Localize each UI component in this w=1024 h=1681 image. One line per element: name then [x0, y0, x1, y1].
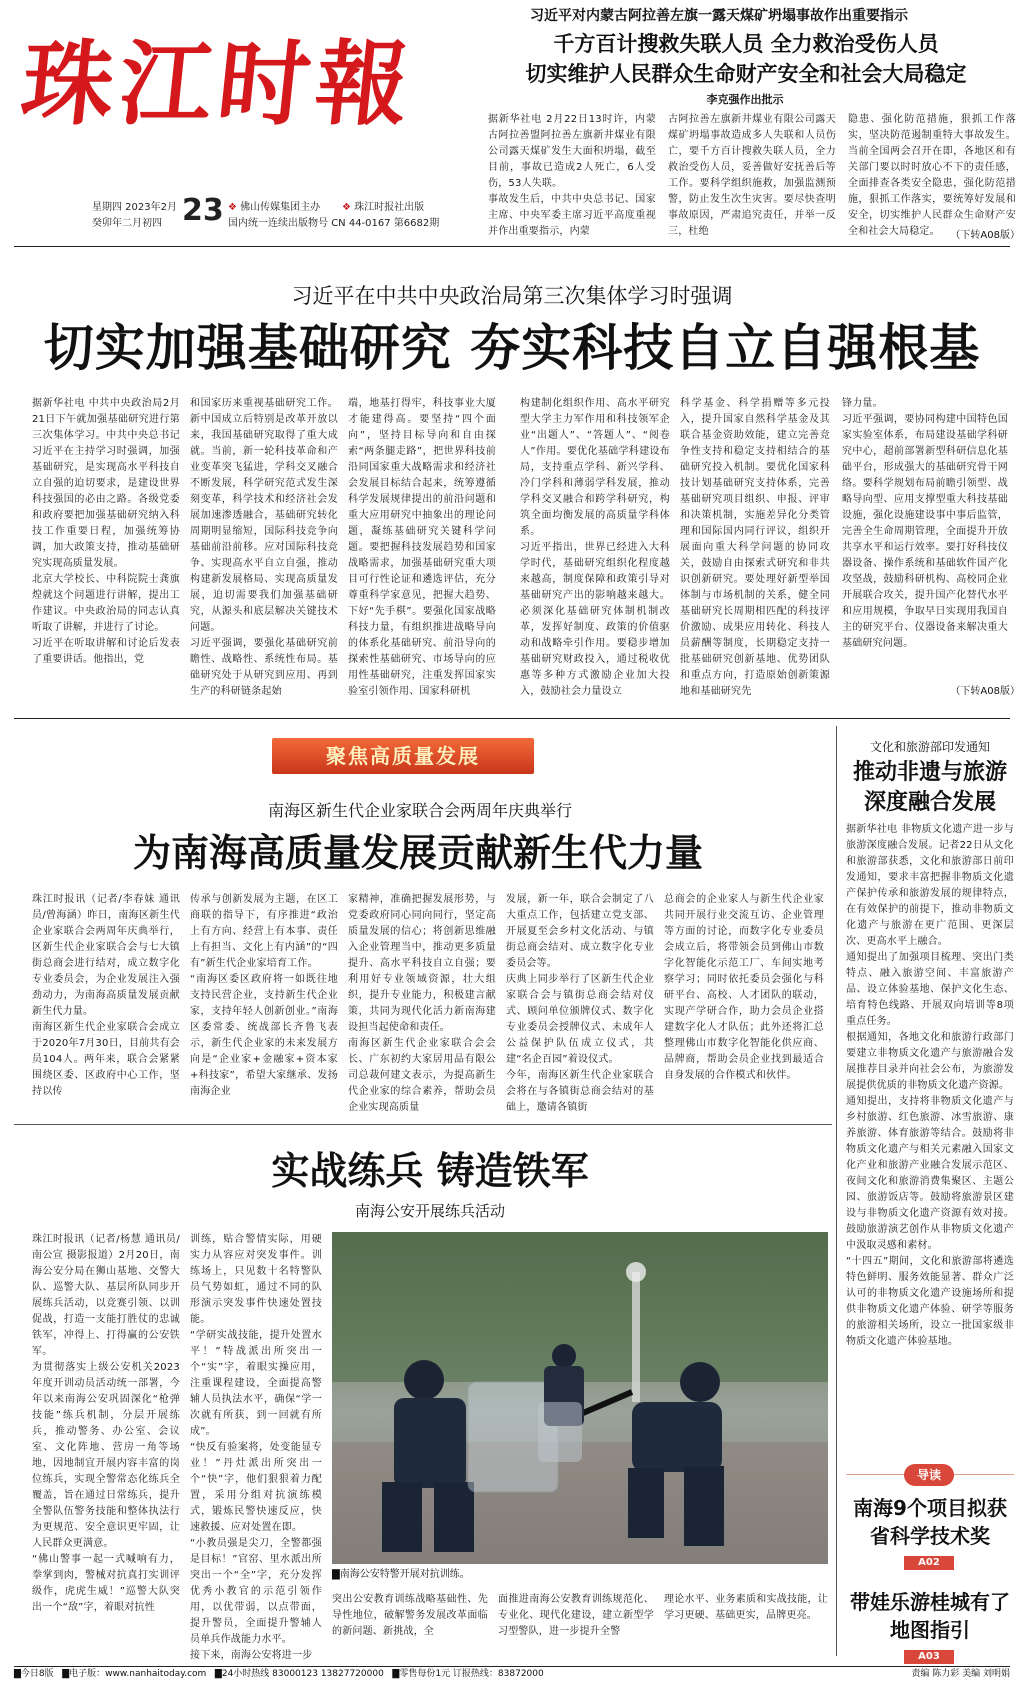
- lead-col-4: 构建制化组织作用、高水平研究型大学主力军作用和科技领军企业“出题人”、“答题人”、“阅卷人”作用。要优化基础学科建设布局，支持重点学科、新兴学科、冷门学科和薄弱学科发展，推动学科交叉融合和跨学科研究，构筑全面均衡发展的高质量学科体系。 习近平指出，世界已经进入大科学时代，基础研究组织化程度越来越高，制度保障和政策引导对基础研究产出的影响越来越大。必须深化基础研究体制机制改革，发挥好制度、政策的价值驱动和战略牵引作用。要稳步增加基础研究财政投入，通过税收优惠等多种方式激励企业加大投入，鼓励社会力量设立: [520, 398, 670, 697]
- sponsor-2-icon: ❖: [342, 202, 351, 213]
- sidebar-text: 据新华社电 非物质文化遗产进一步与旅游深度融合发展。记者22日从文化和旅游部获悉，文化和旅游部日前印发通知，要求丰富把握非物质文化遗产保护传承和旅游发展的规律特点，在有效保护的前提下，推动非物质文化遗产与旅游在更广范围、更深层次、更高水平上融合。 通知提出了加强项目梳理、突出门类特点、融入旅游空间、丰富旅游产品、设立体验基地、保护文化生态、培育特色线路、开展双向培训等8项重点任务。 根据通知，各地文化和旅游行政部门要建立非物质文化遗产与旅游融合发展推荐目录并向社会公布，为旅游发展提供优质的非物质文化遗产资源。 通知提出，支持将非物质文化遗产与乡村旅游、红色旅游、冰雪旅游、康养旅游、体育旅游等结合。鼓励将非物质文化遗产与相关元素融入国家文化产业和旅游产业融合发展示范区、夜间文化和旅游消费集聚区、主题公园、旅游饭店等。鼓励将旅游景区建设与非物质文化遗产资源有效对接。鼓励旅游演艺创作从非物质文化遗产中汲取灵感和素材。 “十四五”期间，文化和旅游部将遴选特色鲜明、服务效能显著、群众广泛认可的非物质文化遗产设施场所和提供非物质文化遗产体验、研学等服务的旅游相关场所，设立一批国家级非物质文化遗产体验基地。: [846, 824, 1014, 1347]
- police-bottom-col-1: 突出公安教育训练战略基础性、先导性地位，破解警务发展改革面临的新问题、新挑战，全: [332, 1594, 488, 1637]
- sidebar-kicker: 文化和旅游部印发通知: [869, 740, 990, 754]
- feature-col-4: 发展，新一年，联合会制定了八大重点工作，包括建立党支部、开展夏至会乡村文化活动、与镇街总商会结对、成立数字化专业委员会等。 庆典上同步举行了区新生代企业家联合会与镇街总商会结对仪式、顾问单位颁牌仪式、数字化专业委员会授牌仪式、未成年人公益保护队伍成立仪式，共建“名企百园”着设仪式。 今年，南海区新生代企业家联合会将在与各镇街总商会结对的基础上，邀请各镇街: [506, 894, 654, 1113]
- guide-item-2-page[interactable]: A03: [904, 1650, 954, 1664]
- top-subline: 李克强作出批示: [706, 93, 784, 106]
- feature-banner: 聚焦高质量发展: [272, 738, 534, 774]
- feature-col-1: 珠江时报讯（记者/李春妹 通讯员/曾海涵）昨日，南海区新生代企业家联合会两周年庆典举行，区新生代企业家联合会与七大镇街总商会进行结对，成立数字化专业委员会，为企业发展注入强劲动力，为南海高质量发展贡献新生代力量。 南海区新生代企业家联合会成立于2020年7月30日，目前共有会员104人。两年来，联合会紧紧围绕区委、区政府中心工作，坚持以传: [32, 894, 180, 1097]
- footer-website[interactable]: ▇电子版：www.nanhaitoday.com: [62, 1669, 207, 1679]
- top-headline-2: 切实维护人民群众生命财产安全和社会大局稳定: [525, 61, 967, 86]
- masthead-divider: [14, 246, 1010, 247]
- lead-col-1: 据新华社电 中共中央政治局2月21日下午就加强基础研究进行第三次集体学习。中共中央总书记习近平在主持学习时强调，加强基础研究，是实现高水平科技自立自强的迫切要求，是建设世界科技强国的必由之路。各级党委和政府要把加强基础研究纳入科技工作重要日程，加强统筹协调，加大政策支持，推动基础研究实现高质量发展。 北京大学校长、中科院院士龚旗煌就这个问题进行讲解，提出工作建议。中央政治局的同志认真听取了讲解，并进行了讨论。 习近平在听取讲解和讨论后发表了重要讲话。他指出，党: [32, 398, 180, 665]
- top-story-col-1: 据新华社电 2月22日13时许，内蒙古阿拉善盟阿拉善左旗新井煤业有限公司露天煤矿发生大面积坍塌，截至目前，事故已造成2人死亡，6人受伤，53人失联。 事故发生后，中共中央总书记、国家主席、中央军委主席习近平高度重视并作出重要指示，内蒙: [488, 114, 656, 237]
- top-story-continued: （下转A08版）: [950, 230, 1020, 241]
- police-col-1: 珠江时报讯（记者/杨慧 通讯员/南公宣 摄影报道）2月20日，南海公安分局在狮山基地、交警大队、巡警大队、基层所队同步开展练兵活动，以竞赛引领、以训促战，打造一支能打胜仗的忠诚铁军，冲得上、打得赢的公安铁军。 为贯彻落实上级公安机关2023年度开训动员活动统一部署，今年以来南海公安巩固深化“枪弹技能”练兵机制，分层开展练兵，推动警务、办公室、会议室、文化阵地、营房一角等场地，因地制宜开展内容丰富的岗位练兵，实现全警常态化练兵全覆盖，旨在通过日常练兵，提升全警队伍警务技能和整体执法行为更规范、安全意识更牢固，让人民群众更满意。 “佛山警事一起一式喊响有力，拳掌到肉，警械对抗真打实训评级作，虎虎生威！”巡警大队突出一个“敌”字，着眼对抗性: [32, 1234, 180, 1613]
- feature-col-2: 传承与创新发展为主题，在区工商联的指导下，有序推进“政治上有方向、经营上有本事、责任上有担当、文化上有内涵”的“四有”新生代企业家培育工作。 “南海区委区政府将一如既往地支持民营企业，支持新生代企业家，支持年轻人创新创业。”南海区委常委、统战部长齐鲁飞表示，新生代企业家的未来发展方向是“企业家+金融家+资本家+科技家”，希望大家继承、发扬南海企业: [190, 894, 338, 1097]
- masthead-dateline: [92, 193, 472, 236]
- feature-col-5: 总商会的企业家人与新生代企业家共同开展行业交流互访、企业管理等方面的讨论，而数字化专业委员会成立后，将带领会员到佛山市数字化智能化示范工厂、车间实地考察学习；同时依托委员会强化与科研平台、高校、人才团队的联动，实现产学研合作，助力会员企业搭建数字化人才队伍；此外还将汇总整理佛山市数字化智能化供应商、品牌商，帮助会员企业找到最适合自身发展的合作模式和伙伴。: [664, 894, 824, 1081]
- lead-col-6: 锋力量。 习近平强调，要协同构建中国特色国家实验室体系，布局建设基础学科研究中心，超前部署新型科研信息化基础平台，形成强大的基础研究骨干网络。要科学规划布局前瞻引领型、战略导向型、应用支撑型重大科技基础设施，强化设施建设事中事后监管，完善全生命周期管理，全面提升开放共享水平和运行效率。要打好科技仪器设备、操作系统和基础软件国产化攻坚战，鼓励科研机构、高校同企业开展联合攻关，提升国产化替代水平和应用规模，争取早日实现用我国自主的研究平台、仪器设备来解决重大基础研究问题。: [842, 398, 1008, 649]
- lead-col-5: 科学基金、科学捐赠等多元投入，提升国家自然科学基金及其联合基金资助效能，建立完善竞争性支持和稳定支持相结合的基础研究投入机制。要优化国家科技计划基础研究支持体系，完善基础研究项目组织、申报、评审和决策机制，实施差异化分类管理和国际国内同行评议，组织开展面向重大科学问题的协同攻关，鼓励自由探索式研究和非共识创新研究。要处理好新型举国体制与市场机制的关系，健全同基础研究长周期相匹配的科技评价激励、成果应用转化、科技人员薪酬等制度，长期稳定支持一批基础研究创新基地、优势团队和重点方向，打造原始创新策源地和基础研究先: [680, 398, 830, 697]
- feature-divider: [14, 1124, 832, 1125]
- sidebar-headline: 推动非遗与旅游深度融合发展: [852, 760, 1007, 815]
- date-day: 23: [182, 193, 224, 228]
- cn-label: 国内统一连续出版物号: [228, 218, 328, 229]
- photo-caption: ▇南海公安特警开展对抗训练。: [332, 1569, 470, 1580]
- police-headline: 实战练兵 铸造铁军: [271, 1149, 589, 1193]
- top-kicker: 习近平对内蒙古阿拉善左旗一露天煤矿坍塌事故作出重要指示: [530, 8, 908, 24]
- date-line-1: 星期四 2023年2月: [92, 202, 177, 213]
- date-line-2: 癸卯年二月初四: [92, 218, 162, 229]
- top-story-col-2: 古阿拉善左旗新井煤业有限公司露天煤矿坍塌事故造成多人失联和人员伤亡，要千方百计搜救失联人员，全力救治受伤人员，妥善做好安抚善后等工作。要科学组织施救，加强监测预警，防止发生次生灾害。要尽快查明事故原因，严肃追究责任，并举一反三，杜绝: [668, 114, 836, 237]
- police-training-illustration: [332, 1232, 828, 1564]
- sponsor-2-label: 珠江时报社出版: [354, 202, 425, 213]
- lead-col-3: 端，地基打得牢，科技事业大厦才能建得高。要坚持“四个面向”，坚持目标导向和自由探索“两条腿走路”，把世界科技前沿同国家重大战略需求和经济社会发展目标结合起来，统筹遵循科学发展规律提出的前沿问题和重大应用研究中抽象出的理论问题，凝练基础研究关键科学问题。要把握科技发展趋势和国家战略需求，加强基础研究重大项目可行性论证和遴选评估，充分尊重科学家意见，把握大趋势、下好“先手棋”。要强化国家战略科技力量，有组织推进战略导向的体系化基础研究、前沿导向的探索性基础研究、市场导向的应用性基础研究，注重发挥国家实验室引领作用、国家科研机: [348, 398, 496, 697]
- footer-hotline: ▇24小时热线 83000123 13827720000: [214, 1669, 384, 1679]
- masthead-logo: 珠江时報: [16, 30, 420, 138]
- police-training-photo: [332, 1232, 828, 1564]
- police-col-2: 训练，贴合警情实际，用硬实力从容应对突发事件。训练场上，只见数十名特警队员气势如虹，通过不同的队形演示突发事件快速处置技能。 “学研实战技能，提升处置水平！”特战派出所突出一个“实”字，着眼实操应用，注重课程建设，全面提高警辅人员执法水平，确保“学一次就有所获，到一回就有所成”。 “快反有验案将，处变能显专业！”丹灶派出所突出一个“快”字，他们狠狠着力配置，采用分组对抗演练模式，锻炼民警快速反应，快速救援、应对处置在即。 “小教员强是尖刀，全警都强是目标！”官窑、里水派出所突出一个“全”字，充分发挥优秀小教官的示范引领作用，以优带弱，以点带面，提升警员，全面提升警辅人员单兵作战能力水平。 接下来，南海公安将进一步: [190, 1234, 322, 1661]
- top-headline-1: 千方百计搜救失联人员 全力救治受伤人员: [553, 31, 939, 56]
- police-subhead: 南海公安开展练兵活动: [354, 1202, 505, 1220]
- feature-headline: 为南海高质量发展贡献新生代力量: [132, 831, 703, 875]
- lead-col-2: 和国家历来重视基础研究工作。新中国成立后特别是改革开放以来，我国基础研究取得了重大成就。当前，新一轮科技革命和产业变革突飞猛进，学科交叉融合不断发展，科学研究范式发生深刻变革，科学技术和经济社会发展加速渗透融合，基础研究转化周期明显缩短，国际科技竞争向基础前沿前移。应对国际科技竞争、实现高水平自立自强，推动构建新发展格局、实现高质量发展，迫切需要我们加强基础研究，从源头和底层解决关键技术问题。 习近平强调，要强化基础研究前瞻性、战略性、系统性布局。基础研究处于从研究到应用、再到生产的科研链条起始: [190, 398, 338, 697]
- lead-continued: （下转A08版）: [950, 686, 1020, 697]
- footer-price: ▇零售每份1元 订报热线：83872000: [392, 1669, 544, 1679]
- guide-label: 导读: [904, 1464, 954, 1486]
- guide-item-1-title[interactable]: 南海9个项目拟获省科学技术奖: [853, 1496, 1007, 1548]
- cn-line: [228, 214, 488, 229]
- police-bottom-col-2: 面推进南海公安教育训练规范化、专业化、现代化建设，建立新型学习型警队，进一步提升全警: [498, 1594, 654, 1637]
- guide-item-2-title[interactable]: 带娃乐游桂城有了地图指引: [850, 1590, 1010, 1642]
- cn-number: CN 44-0167: [331, 218, 391, 229]
- top-story-col-3: 隐患、强化防范措施，狠抓工作落实，坚决防范遏制重特大事故发生。当前全国两会召开在即，各地区和有关部门要以时时放心不下的责任感，全面排查各类安全隐患，强化防范措施，狠抓工作落实，要统筹好发展和安全，切实维护人民群众生命财产安全和社会大局稳定。: [848, 114, 1016, 237]
- sponsor-1: [228, 198, 338, 213]
- footer-editors: 责编 陈力彩 美编 刘明娟: [911, 1669, 1010, 1679]
- sponsor-1-icon: ❖: [228, 202, 237, 213]
- police-bottom-col-3: 理论水平、业务素质和实战技能，让学习更硬、基础更实，品牌更亮。: [664, 1594, 828, 1621]
- lead-headline: 切实加强基础研究 夯实科技自立自强根基: [43, 319, 981, 377]
- lead-divider: [14, 718, 1010, 719]
- guide-item-1-page[interactable]: A02: [904, 1556, 954, 1570]
- sidebar-divider: [836, 726, 837, 1656]
- footer-rule: [14, 1666, 1010, 1667]
- sponsor-1-label: 佛山传媒集团主办: [240, 202, 321, 213]
- footer-bar: [14, 1668, 1010, 1681]
- feature-kicker: 南海区新生代企业家联合会两周年庆典举行: [267, 801, 572, 820]
- issue-number: 第6682期: [393, 218, 440, 229]
- footer-pages: ▇今日8版: [14, 1669, 54, 1679]
- feature-col-3: 家精神，准确把握发展形势，与党委政府同心同向同行，坚定高质量发展的信心；将创新思维融入企业管理当中，推动更多质量提升、高水平科技自立自强；要利用好专业领域资源，壮大组织，提升专业能力，积极建言献策，共同为现代化活力新南海建设担当起使命和责任。 南海区新生代企业家联合会会长、广东初约大家居用品有限公司总裁何建文表示，为提高新生代企业家的综合素养，帮助会员企业实现高质量: [348, 894, 496, 1113]
- sponsor-2: [342, 198, 462, 213]
- lead-kicker: 习近平在中共中央政治局第三次集体学习时强调: [291, 284, 733, 308]
